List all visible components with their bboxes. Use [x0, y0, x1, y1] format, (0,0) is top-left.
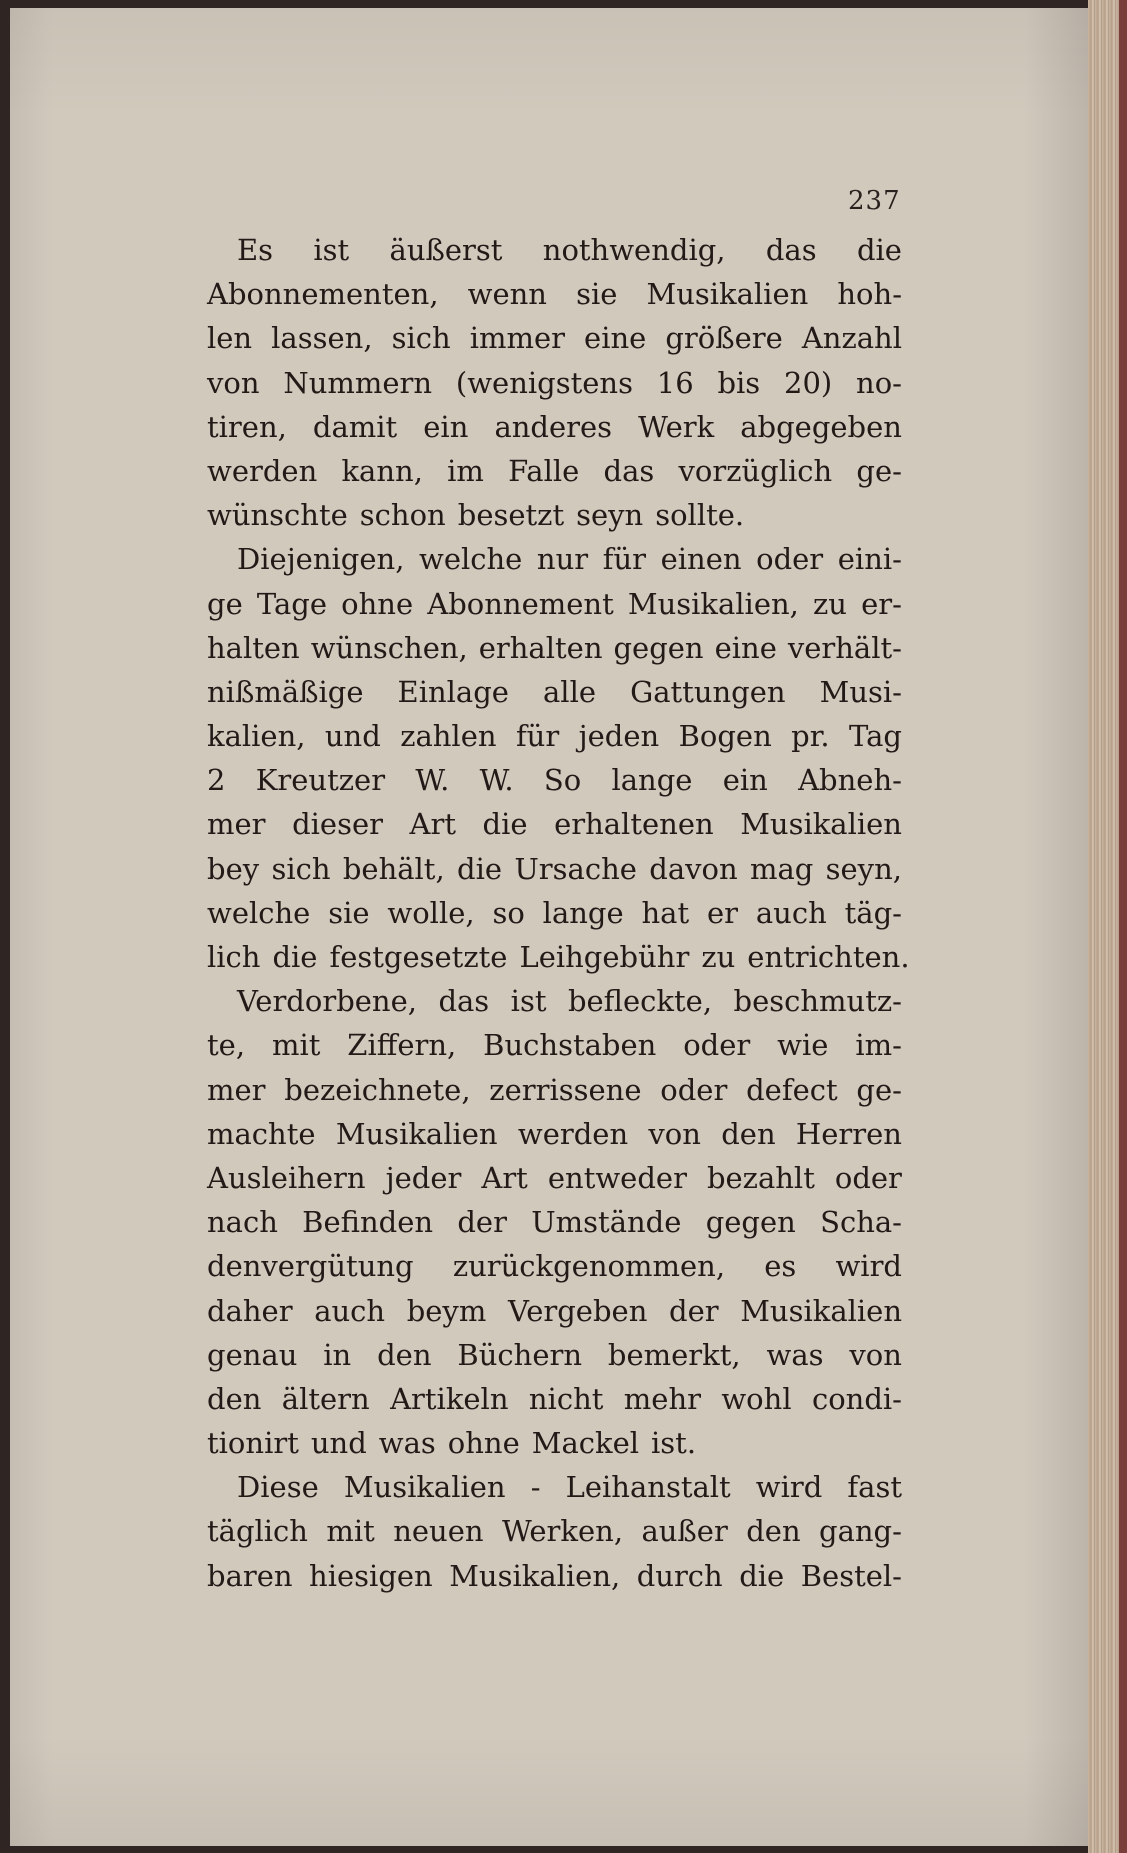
text-line: von Nummern (wenigstens 16 bis 20) no- [207, 365, 902, 400]
text-line: baren hiesigen Musikalien, durch die Bestel- [207, 1558, 902, 1593]
text-line: täglich mit neuen Werken, außer den gang- [207, 1514, 902, 1549]
text-line: daher auch beym Vergeben der Musikalien [207, 1293, 902, 1328]
text-line: mer bezeichnete, zerrissene oder defect ge- [207, 1072, 902, 1107]
text-line: tiren, damit ein anderes Werk abgegeben [207, 409, 902, 444]
text-line: genau in den Büchern bemerkt, was von [207, 1337, 902, 1372]
text-line: 2 Kreutzer W. W. So lange ein Abneh- [207, 763, 902, 798]
page-edges [1088, 0, 1127, 1853]
text-line: welche sie wolle, so lange hat er auch täg- [207, 895, 902, 930]
text-line: wünschte schon besetzt seyn sollte. [207, 498, 745, 533]
text-line: bey sich behält, die Ursache davon mag seyn, [207, 851, 902, 886]
text-line: lich die festgesetzte Leihgebühr zu entrichten. [207, 940, 910, 974]
text-line: kalien, und zahlen für jeden Bogen pr. Tag [207, 719, 902, 754]
text-line: Abonnementen, wenn sie Musikalien hoh- [207, 277, 902, 312]
text-line: Diese Musikalien - Leihanstalt wird fast [237, 1470, 902, 1505]
text-line: halten wünschen, erhalten gegen eine verhält- [207, 630, 902, 665]
text-line: machte Musikalien werden von den Herren [207, 1116, 902, 1151]
text-line: denvergütung zurückgenommen, es wird [207, 1249, 902, 1284]
page-number: 237 [848, 186, 901, 216]
text-line: tionirt und was ohne Mackel ist. [207, 1426, 697, 1461]
text-line: te, mit Ziffern, Buchstaben oder wie im- [207, 1028, 902, 1063]
text-line: werden kann, im Falle das vorzüglich ge- [207, 453, 902, 488]
text-line: Diejenigen, welche nur für einen oder eini- [237, 542, 902, 577]
text-line: mer dieser Art die erhaltenen Musikalien [207, 807, 902, 842]
text-line: Es ist äußerst nothwendig, das die [237, 233, 902, 267]
body-text [207, 228, 910, 1598]
text-line: Verdorbene, das ist befleckte, beschmutz- [237, 984, 902, 1019]
text-line: nach Befinden der Umstände gegen Scha- [207, 1205, 902, 1240]
text-line: den ältern Artikeln nicht mehr wohl condi- [207, 1381, 902, 1416]
text-line: len lassen, sich immer eine größere Anzahl [207, 321, 902, 356]
text-line: nißmäßige Einlage alle Gattungen Musi- [207, 674, 902, 709]
text-line: ge Tage ohne Abonnement Musikalien, zu er- [207, 586, 902, 621]
text-line: Ausleihern jeder Art entweder bezahlt oder [207, 1160, 902, 1195]
